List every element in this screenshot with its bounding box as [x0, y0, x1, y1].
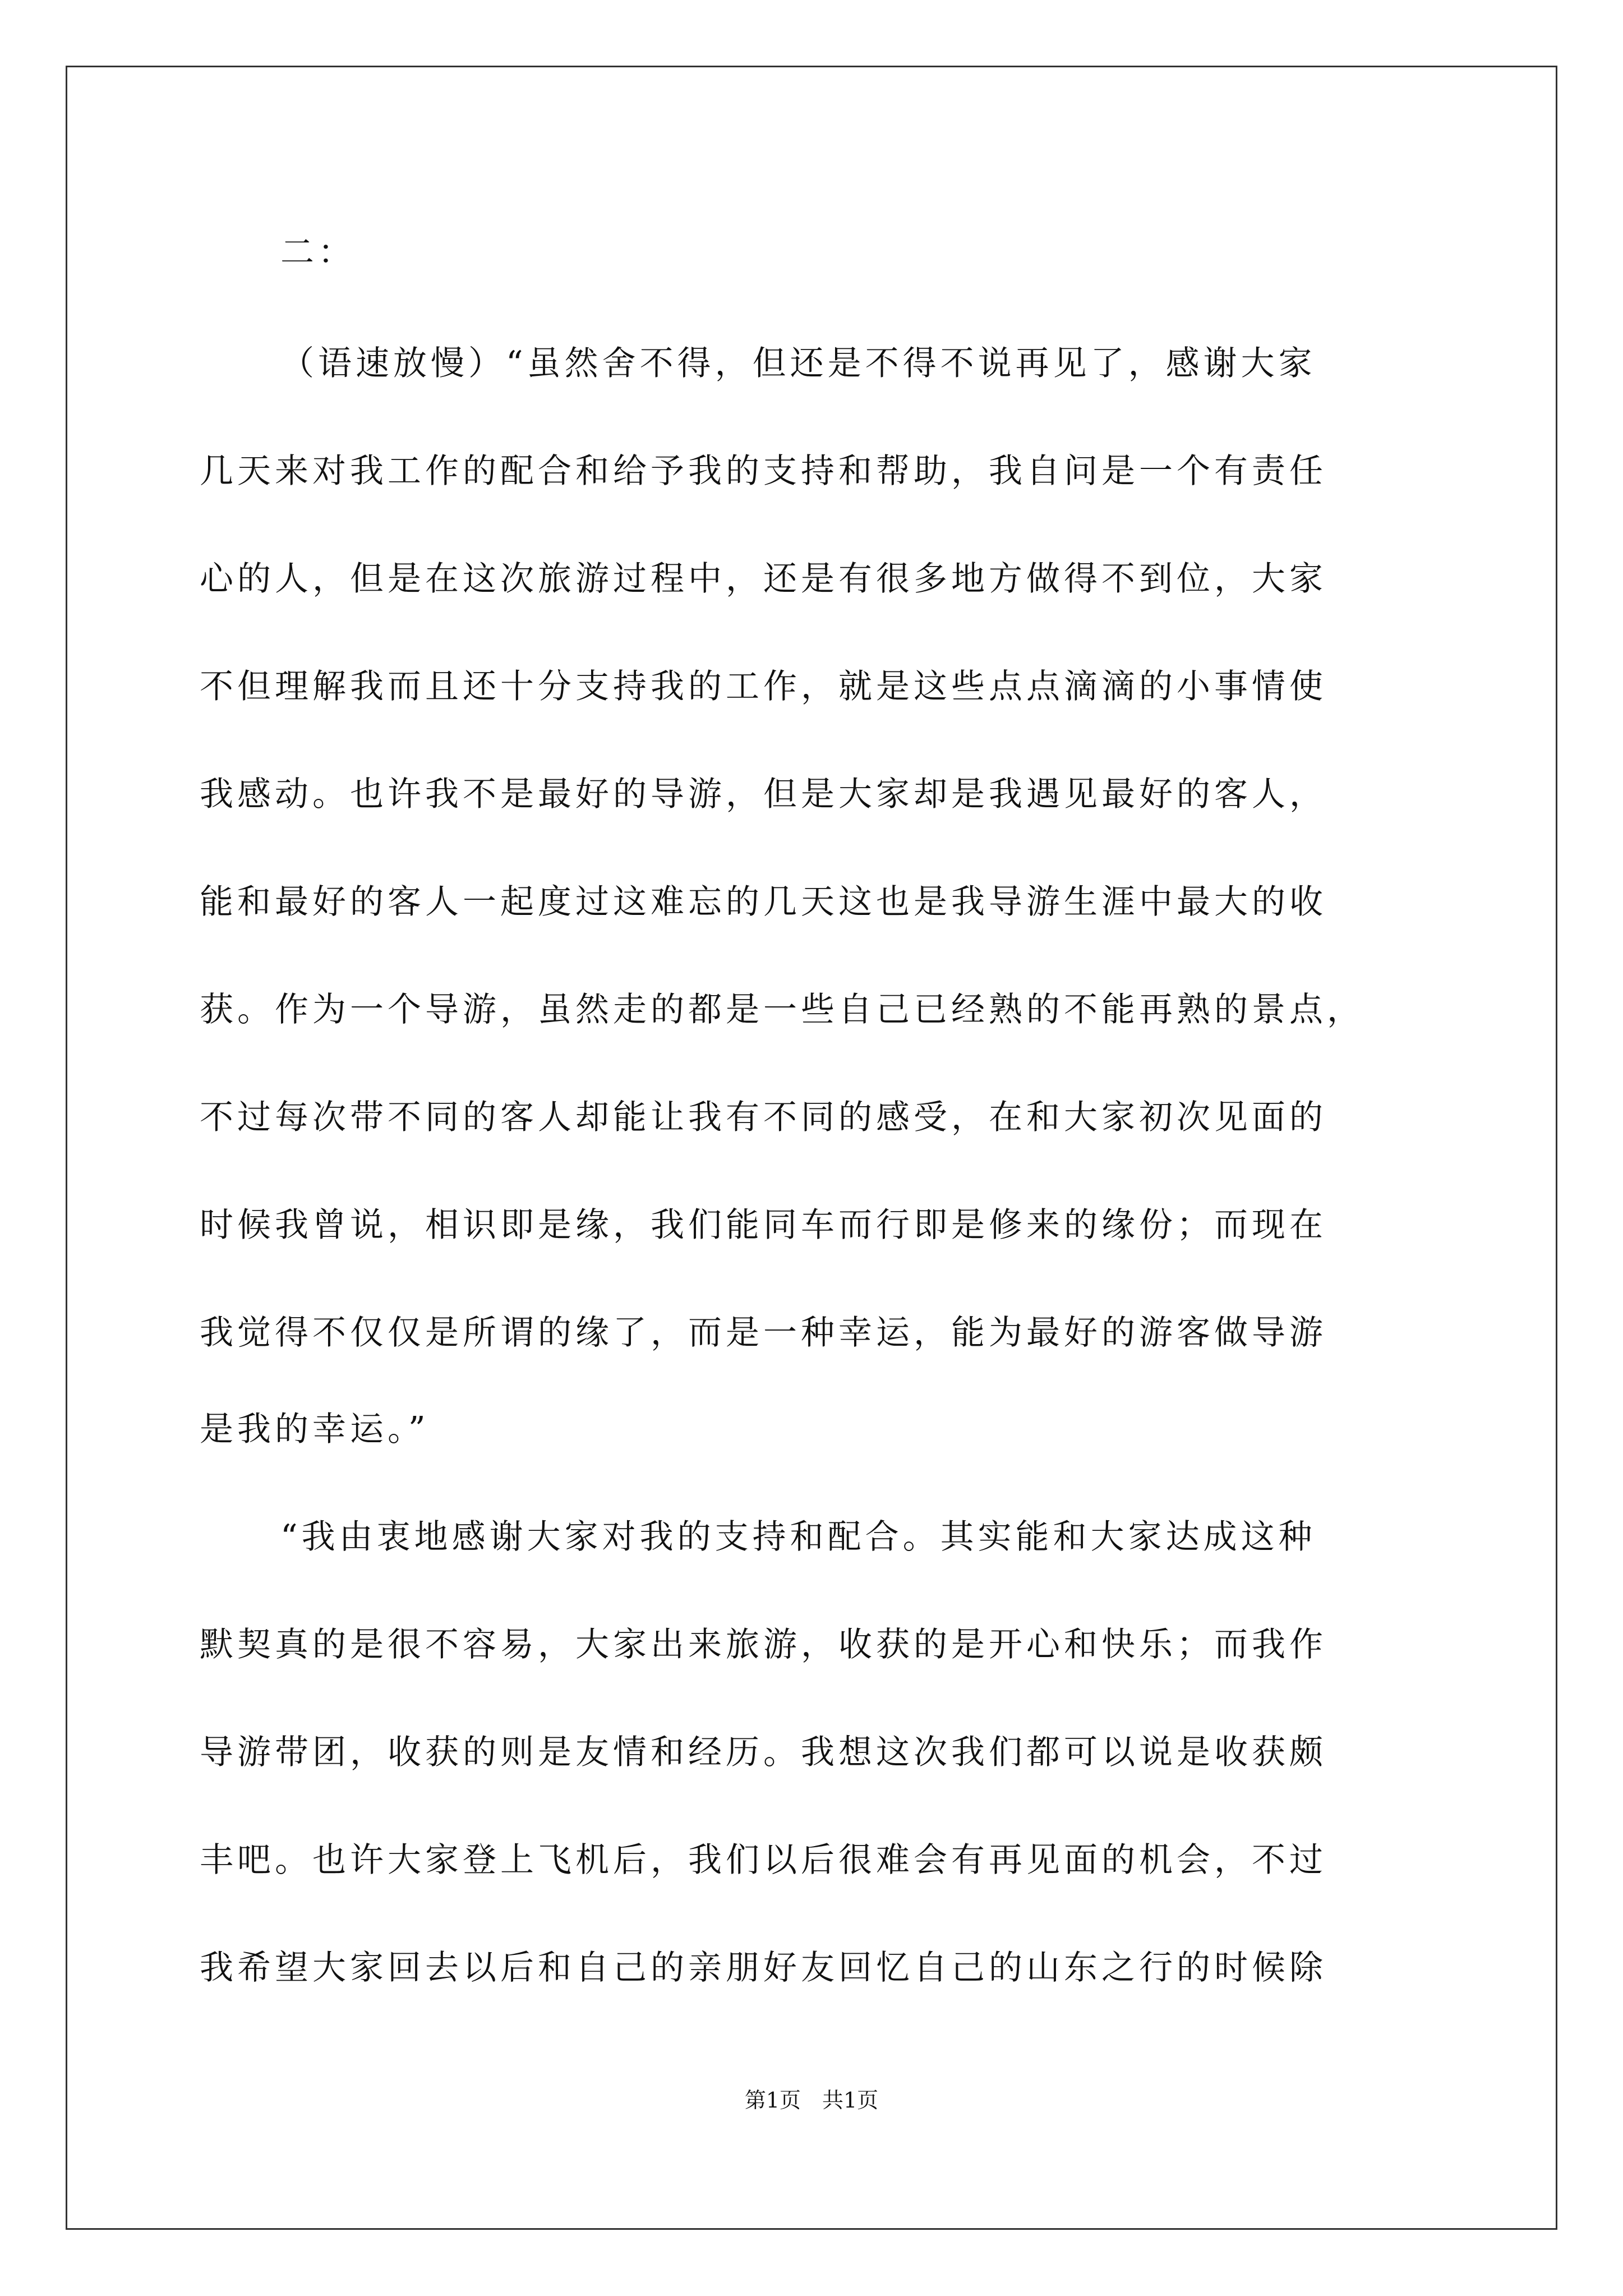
- text-line-1: （语速放慢）“虽然舍不得，但还是不得不说再见了，感谢大家: [280, 344, 1316, 383]
- text-line-8: 不过每次带不同的客人却能让我有不同的感受，在和大家初次见面的: [200, 1098, 1327, 1137]
- text-line-4: 不但理解我而且还十分支持我的工作，就是这些点点滴滴的小事情使: [200, 667, 1327, 706]
- text-line-3: 心的人，但是在这次旅游过程中，还是有很多地方做得不到位，大家: [200, 559, 1327, 599]
- text-line-6: 能和最好的客人一起度过这难忘的几天这也是我导游生涯中最大的收: [200, 882, 1327, 922]
- text-line-2: 几天来对我工作的配合和给予我的支持和帮助，我自问是一个有责任: [200, 452, 1327, 491]
- text-line-5: 我感动。也许我不是最好的导游，但是大家却是我遇见最好的客人，: [200, 775, 1327, 814]
- text-line-12: “我由衷地感谢大家对我的支持和配合。其实能和大家达成这种: [280, 1517, 1316, 1557]
- text-line-16: 我希望大家回去以后和自己的亲朋好友回忆自己的山东之行的时候除: [200, 1948, 1327, 1987]
- text-line-7: 获。作为一个导游，虽然走的都是一些自己已经熟的不能再熟的景点，: [200, 990, 1364, 1029]
- text-line-11: 是我的幸运。”: [200, 1410, 430, 1449]
- text-line-14: 导游带团，收获的则是友情和经历。我想这次我们都可以说是收获颇: [200, 1733, 1327, 1772]
- page-border: [66, 66, 1557, 2230]
- text-line-15: 丰吧。也许大家登上飞机后，我们以后很难会有再见面的机会，不过: [200, 1841, 1327, 1880]
- text-line-9: 时候我曾说，相识即是缘，我们能同车而行即是修来的缘份；而现在: [200, 1205, 1327, 1245]
- page-footer: 第1页 共1页: [744, 2088, 879, 2113]
- text-line-10: 我觉得不仅仅是所谓的缘了，而是一种幸运，能为最好的游客做导游: [200, 1313, 1327, 1352]
- text-line-13: 默契真的是很不容易，大家出来旅游，收获的是开心和快乐；而我作: [200, 1625, 1327, 1664]
- section-heading: 二：: [280, 233, 356, 272]
